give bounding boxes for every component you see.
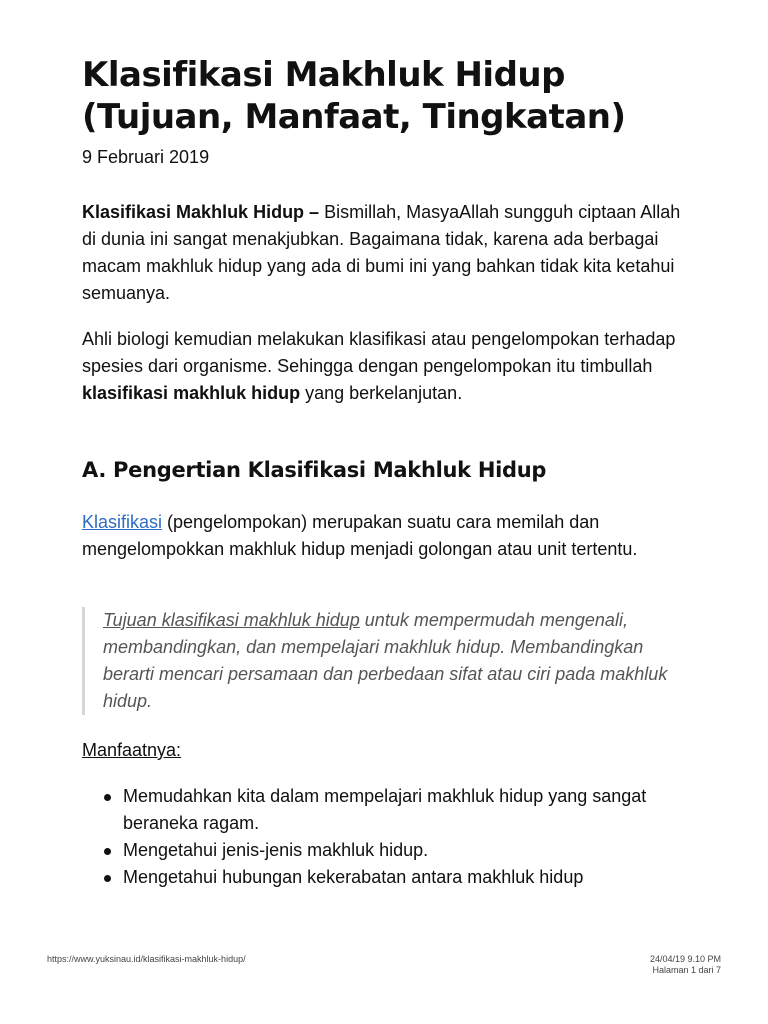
bullet-icon: [104, 794, 111, 801]
footer-page-number: Halaman 1 dari 7: [652, 965, 721, 975]
tujuan-link[interactable]: Tujuan klasifikasi makhluk hidup: [103, 610, 360, 630]
footer-datetime: 24/04/19 9.10 PM: [649, 954, 721, 964]
second-paragraph: [82, 326, 686, 407]
purpose-blockquote: [82, 607, 686, 715]
list-item-text: Memudahkan kita dalam mempelajari makhluk hidup yang sangat beraneka ragam.: [123, 786, 647, 833]
list-item-text: Mengetahui hubungan kekerabatan antara makhluk hidup: [123, 867, 584, 887]
title-line-1: Klasifikasi Makhluk Hidup: [82, 55, 565, 95]
list-item-text: Mengetahui jenis-jenis makhluk hidup.: [123, 840, 429, 860]
list-item: [82, 783, 692, 837]
footer-meta: [650, 954, 721, 976]
bullet-icon: [104, 848, 111, 855]
klasifikasi-link[interactable]: Klasifikasi: [82, 512, 163, 532]
definition-paragraph: [82, 509, 686, 563]
publish-date: 9 Februari 2019: [82, 147, 210, 167]
title-line-2: (Tujuan, Manfaat, Tingkatan): [82, 97, 626, 137]
intro-paragraph: [82, 199, 686, 307]
footer-url: https://www.yuksinau.id/klasifikasi-makhluk-hidup/: [47, 954, 246, 964]
section-a-heading: A. Pengertian Klasifikasi Makhluk Hidup: [82, 458, 547, 482]
para2-text-before: Ahli biologi kemudian melakukan klasifikasi atau pengelompokan terhadap spesies dari organisme. Sehingga dengan pengelompokan itu timbullah: [82, 329, 676, 376]
definition-text: (pengelompokan) merupakan suatu cara memilah dan mengelompokkan makhluk hidup menjadi golongan atau unit tertentu.: [82, 512, 638, 559]
intro-text: Bismillah, MasyaAllah sungguh ciptaan Allah di dunia ini sangat menakjubkan. Bagaimana tidak, karena ada berbagai macam makhluk hidup yang ada di bumi ini yang bahkan tidak kita ketahui semuanya.: [82, 202, 681, 303]
para2-text-after: yang berkelanjutan.: [300, 383, 463, 403]
bullet-icon: [104, 875, 111, 882]
manfaat-list: [82, 783, 692, 891]
para2-bold: klasifikasi makhluk hidup: [82, 383, 301, 403]
list-item: [82, 837, 692, 864]
quote-text: untuk mempermudah mengenali, membandingkan, dan mempelajari makhluk hidup. Membandingkan berarti mencari persamaan dan perbedaan sifat atau ciri pada makhluk hidup.: [103, 610, 668, 711]
article-title: [82, 54, 692, 138]
intro-bold: Klasifikasi Makhluk Hidup –: [82, 202, 320, 222]
list-item: [82, 864, 692, 891]
manfaat-label: Manfaatnya:: [82, 740, 182, 760]
